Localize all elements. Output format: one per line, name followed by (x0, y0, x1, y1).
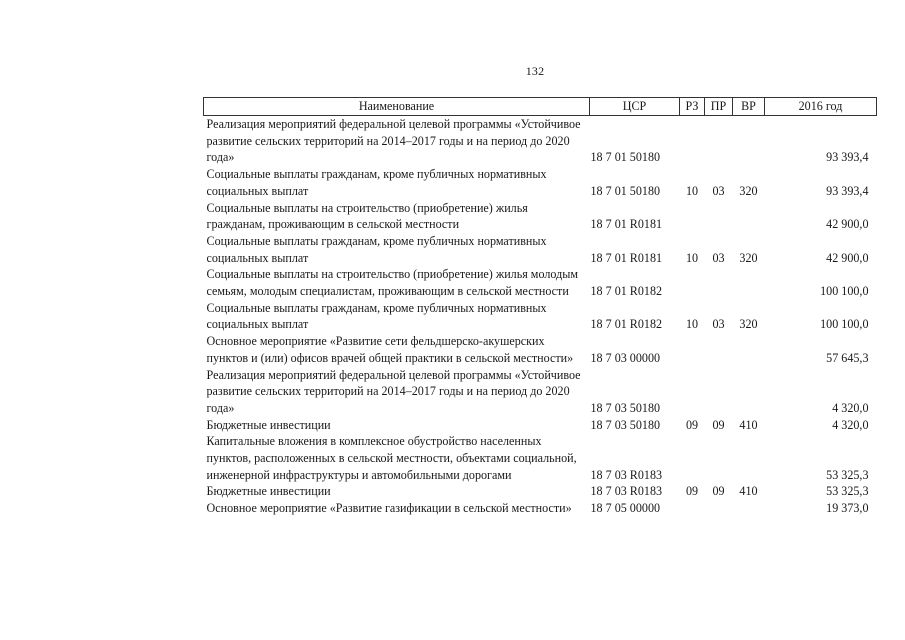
row-rz (680, 266, 705, 299)
row-name: Основное мероприятие «Развитие сети фельдшерско-акушерских пунктов и (или) офисов врачей общей практики в сельской местности» (206, 334, 574, 365)
row-vr (733, 266, 765, 299)
row-rz (680, 500, 705, 517)
table-row (204, 367, 877, 417)
row-pr (705, 367, 733, 417)
row-vr: 320 (739, 317, 758, 332)
row-name: Социальные выплаты на строительство (приобретение) жилья гражданам, проживающим в сельской местности (206, 200, 528, 232)
row-amount: 57 645,3 (826, 350, 869, 365)
table-body (204, 116, 877, 517)
table-row (204, 266, 877, 299)
header-rz: РЗ (680, 98, 705, 116)
row-pr (705, 500, 733, 517)
row-csr: 18 7 01 R0181 (590, 217, 663, 232)
row-amount: 53 325,3 (826, 484, 869, 499)
row-amount: 19 373,0 (826, 501, 869, 516)
budget-table (203, 97, 877, 517)
row-pr: 03 (712, 183, 725, 198)
row-vr: 410 (739, 484, 758, 499)
row-pr: 09 (712, 484, 725, 499)
table-header (204, 98, 877, 116)
row-csr: 18 7 03 50180 (590, 400, 661, 415)
table-row (204, 300, 877, 333)
row-name: Социальные выплаты на строительство (приобретение) жилья молодым семьям, молодым специалистам, проживающим в сельской местности (206, 267, 579, 299)
row-csr: 18 7 01 R0181 (590, 250, 663, 265)
table-row (204, 116, 877, 167)
table-row (204, 483, 877, 500)
table-row (204, 333, 877, 366)
row-vr: 320 (739, 183, 758, 198)
header-name: Наименование (204, 98, 590, 116)
header-csr: ЦСР (590, 98, 680, 116)
row-rz: 10 (685, 317, 699, 332)
row-amount: 100 100,0 (820, 317, 869, 332)
row-vr (733, 367, 765, 417)
row-amount: 4 320,0 (832, 400, 869, 415)
table-row (204, 433, 877, 483)
row-name: Капитальные вложения в комплексное обустройство населенных пунктов, расположенных в сельской местности, объектами социальной, инженерной инфраструктуры и автомобильными дорогами (206, 434, 577, 482)
row-vr: 410 (739, 417, 758, 432)
table-row (204, 417, 877, 434)
row-name: Социальные выплаты гражданам, кроме публичных нормативных социальных выплат (206, 233, 547, 265)
row-csr: 18 7 03 00000 (590, 350, 661, 365)
row-amount: 100 100,0 (820, 284, 869, 299)
row-pr: 03 (712, 250, 725, 265)
row-rz: 10 (685, 250, 699, 265)
row-csr: 18 7 05 00000 (590, 501, 661, 516)
row-name: Социальные выплаты гражданам, кроме публичных нормативных социальных выплат (206, 167, 547, 198)
page-number: 132 (525, 64, 545, 78)
row-csr: 18 7 03 R0183 (590, 467, 663, 482)
row-pr (705, 333, 733, 366)
row-csr: 18 7 01 50180 (590, 150, 661, 165)
row-rz (680, 433, 705, 483)
row-name: Реализация мероприятий федеральной целевой программы «Устойчивое развитие сельских территорий на 2014–2017 годы и на период до 2020 года» (206, 117, 581, 165)
row-amount: 4 320,0 (832, 417, 869, 432)
row-vr (733, 500, 765, 517)
row-pr (705, 266, 733, 299)
row-csr: 18 7 01 50180 (590, 183, 661, 198)
header-vr: ВР (733, 98, 765, 116)
row-name: Бюджетные инвестиции (206, 417, 331, 432)
row-pr: 09 (712, 417, 725, 432)
header-pr: ПР (705, 98, 733, 116)
row-rz (680, 367, 705, 417)
row-csr: 18 7 01 R0182 (590, 284, 663, 299)
table-row (204, 200, 877, 233)
row-name: Бюджетные инвестиции (206, 484, 331, 499)
row-name: Социальные выплаты гражданам, кроме публичных нормативных социальных выплат (206, 300, 547, 332)
row-rz (680, 116, 705, 167)
row-rz (680, 200, 705, 233)
row-csr: 18 7 01 R0182 (590, 317, 663, 332)
row-pr (705, 116, 733, 167)
row-vr (733, 116, 765, 167)
row-vr: 320 (739, 250, 758, 265)
row-amount: 42 900,0 (826, 250, 869, 265)
row-name: Реализация мероприятий федеральной целевой программы «Устойчивое развитие сельских территорий на 2014–2017 годы и на период до 2020 года» (206, 367, 581, 415)
table-row (204, 500, 877, 517)
row-amount: 93 393,4 (826, 150, 869, 165)
row-name: Основное мероприятие «Развитие газификации в сельской местности» (206, 501, 572, 516)
table-row (204, 233, 877, 266)
row-amount: 93 393,4 (826, 183, 869, 198)
row-rz: 10 (685, 183, 699, 198)
row-pr: 03 (712, 317, 725, 332)
row-rz: 09 (685, 417, 699, 432)
row-vr (733, 333, 765, 366)
row-csr: 18 7 03 50180 (590, 417, 661, 432)
row-rz (680, 333, 705, 366)
row-rz: 09 (685, 484, 699, 499)
row-pr (705, 433, 733, 483)
table-row (204, 166, 877, 199)
row-csr: 18 7 03 R0183 (590, 484, 663, 499)
row-amount: 42 900,0 (826, 217, 869, 232)
row-pr (705, 200, 733, 233)
row-amount: 53 325,3 (826, 467, 869, 482)
row-vr (733, 200, 765, 233)
row-vr (733, 433, 765, 483)
header-year: 2016 год (765, 98, 877, 116)
